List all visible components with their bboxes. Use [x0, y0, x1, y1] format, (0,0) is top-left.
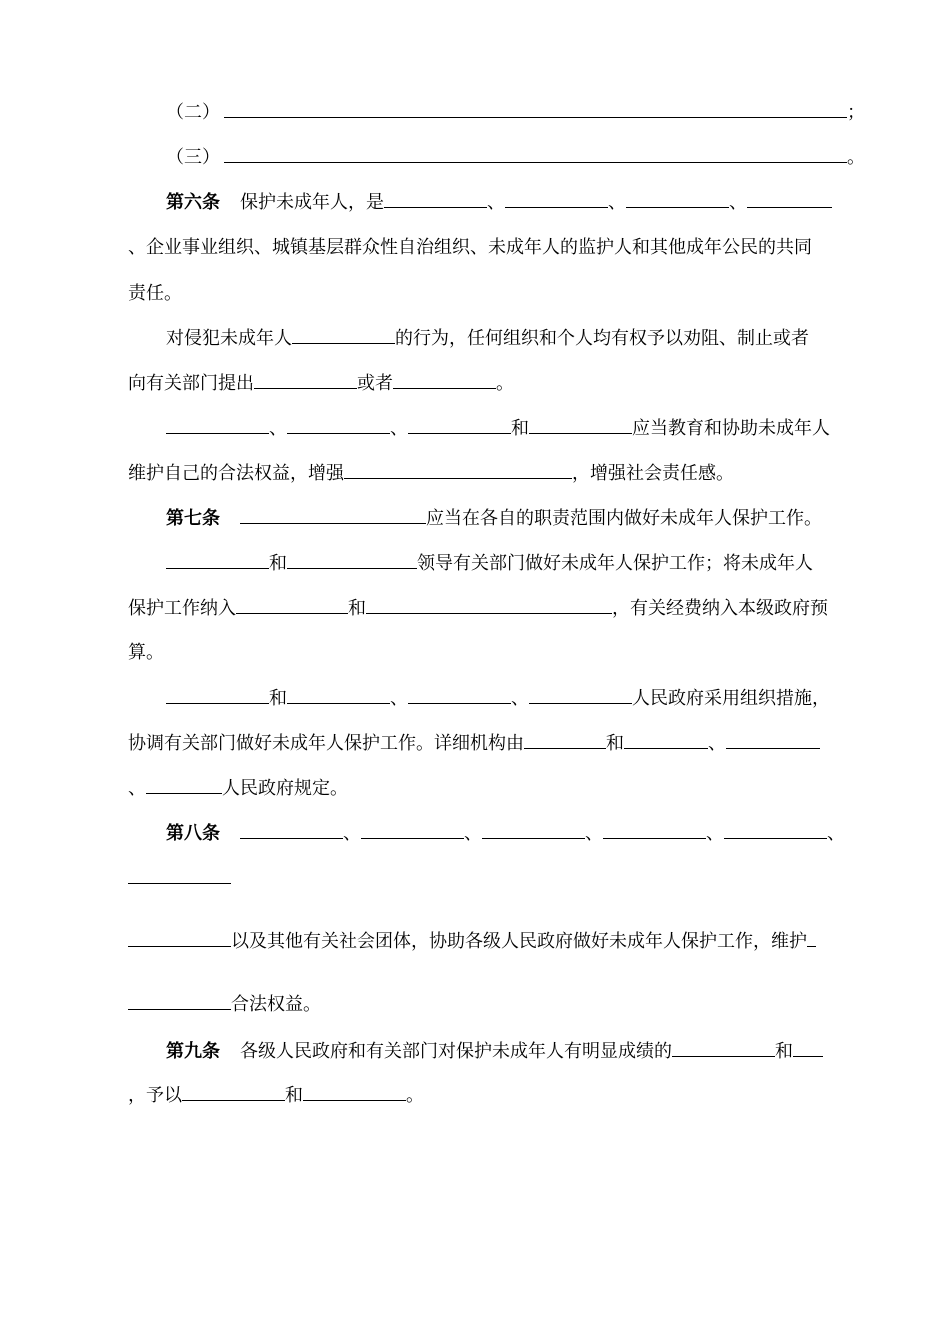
- article-8-line-1: 第八条 、 、 、 、 、: [166, 823, 845, 844]
- article-6-para-3-line-1: 、 、 和 应当教育和协助未成年人: [166, 416, 830, 441]
- blank: [393, 371, 496, 389]
- blank: [240, 506, 426, 524]
- article-7-para-3-line-2: 协调有关部门做好未成年人保护工作。详细机构由 和 、: [128, 731, 820, 756]
- blank: [366, 596, 612, 614]
- article-8-line-4: 合法权益。: [128, 992, 321, 1017]
- blank: [287, 416, 390, 434]
- blank: [807, 929, 816, 947]
- article-6-para-2-line-1: 对侵犯未成年人 的行为，任何组织和个人均有权予以劝阻、制止或者: [166, 328, 809, 349]
- blank: [603, 821, 706, 839]
- article-9-line-2: ，予以 和 。: [128, 1085, 424, 1106]
- blank: [128, 992, 231, 1010]
- blank: [166, 551, 269, 569]
- blank: [408, 416, 511, 434]
- blank: [482, 821, 585, 839]
- blank: [626, 190, 729, 208]
- blank: [224, 100, 847, 118]
- article-7-line-1: 第七条 应当在各自的职责范围内做好未成年人保护工作。: [166, 508, 822, 529]
- blank: [292, 326, 395, 344]
- blank: [182, 1083, 285, 1101]
- blank: [408, 686, 511, 704]
- article-8-line-2: [128, 866, 231, 891]
- blank: [240, 821, 343, 839]
- blank: [384, 190, 487, 208]
- article-6-para-3-line-2: 维护自己的合法权益，增强 ，增强社会责任感。: [128, 463, 734, 484]
- blank: [303, 1083, 406, 1101]
- blank: [166, 686, 269, 704]
- article-6-line-1: 第六条 保护未成年人，是 、 、 、: [166, 190, 832, 215]
- article-8-line-3: 以及其他有关社会团体，协助各级人民政府做好未成年人保护工作，维护: [128, 929, 816, 954]
- blank: [361, 821, 464, 839]
- blank: [128, 929, 231, 947]
- blank: [529, 686, 632, 704]
- item-line-2: （二） ；: [166, 102, 865, 123]
- article-7-para-3-line-3: 、 人民政府规定。: [128, 778, 348, 799]
- article-7-para-2-line-3: 算。: [128, 642, 164, 663]
- blank: [224, 145, 847, 163]
- blank: [793, 1039, 823, 1057]
- blank: [529, 416, 632, 434]
- article-8-title: 第八条: [166, 823, 220, 844]
- article-6-para-2-line-2: 向有关部门提出 或者 。: [128, 373, 514, 394]
- article-6-line-3: 责任。: [128, 283, 182, 304]
- article-7-para-3-line-1: 和 、 、 人民政府采用组织措施，: [166, 686, 830, 711]
- article-6-line-2: 、企业事业组织、城镇基层群众性自治组织、未成年人的监护人和其他成年公民的共同: [128, 237, 812, 258]
- item-line-3: （三） 。: [166, 147, 865, 168]
- article-9-line-1: 第九条 各级人民政府和有关部门对保护未成年人有明显成绩的 和: [166, 1039, 823, 1064]
- blank: [747, 190, 832, 208]
- blank: [724, 821, 827, 839]
- blank: [287, 686, 390, 704]
- blank: [254, 371, 357, 389]
- article-7-para-2-line-1: 和 领导有关部门做好未成年人保护工作；将未成年人: [166, 551, 813, 576]
- blank: [672, 1039, 775, 1057]
- blank: [344, 461, 572, 479]
- article-7-title: 第七条: [166, 508, 220, 529]
- blank: [236, 596, 348, 614]
- blank: [146, 776, 222, 794]
- blank: [166, 416, 269, 434]
- blank: [287, 551, 417, 569]
- blank: [128, 866, 231, 884]
- blank: [505, 190, 608, 208]
- article-9-title: 第九条: [166, 1041, 220, 1062]
- blank: [624, 731, 708, 749]
- blank: [524, 731, 606, 749]
- article-7-para-2-line-2: 保护工作纳入 和 ，有关经费纳入本级政府预: [128, 598, 828, 619]
- article-6-title: 第六条: [166, 192, 220, 213]
- blank: [726, 731, 820, 749]
